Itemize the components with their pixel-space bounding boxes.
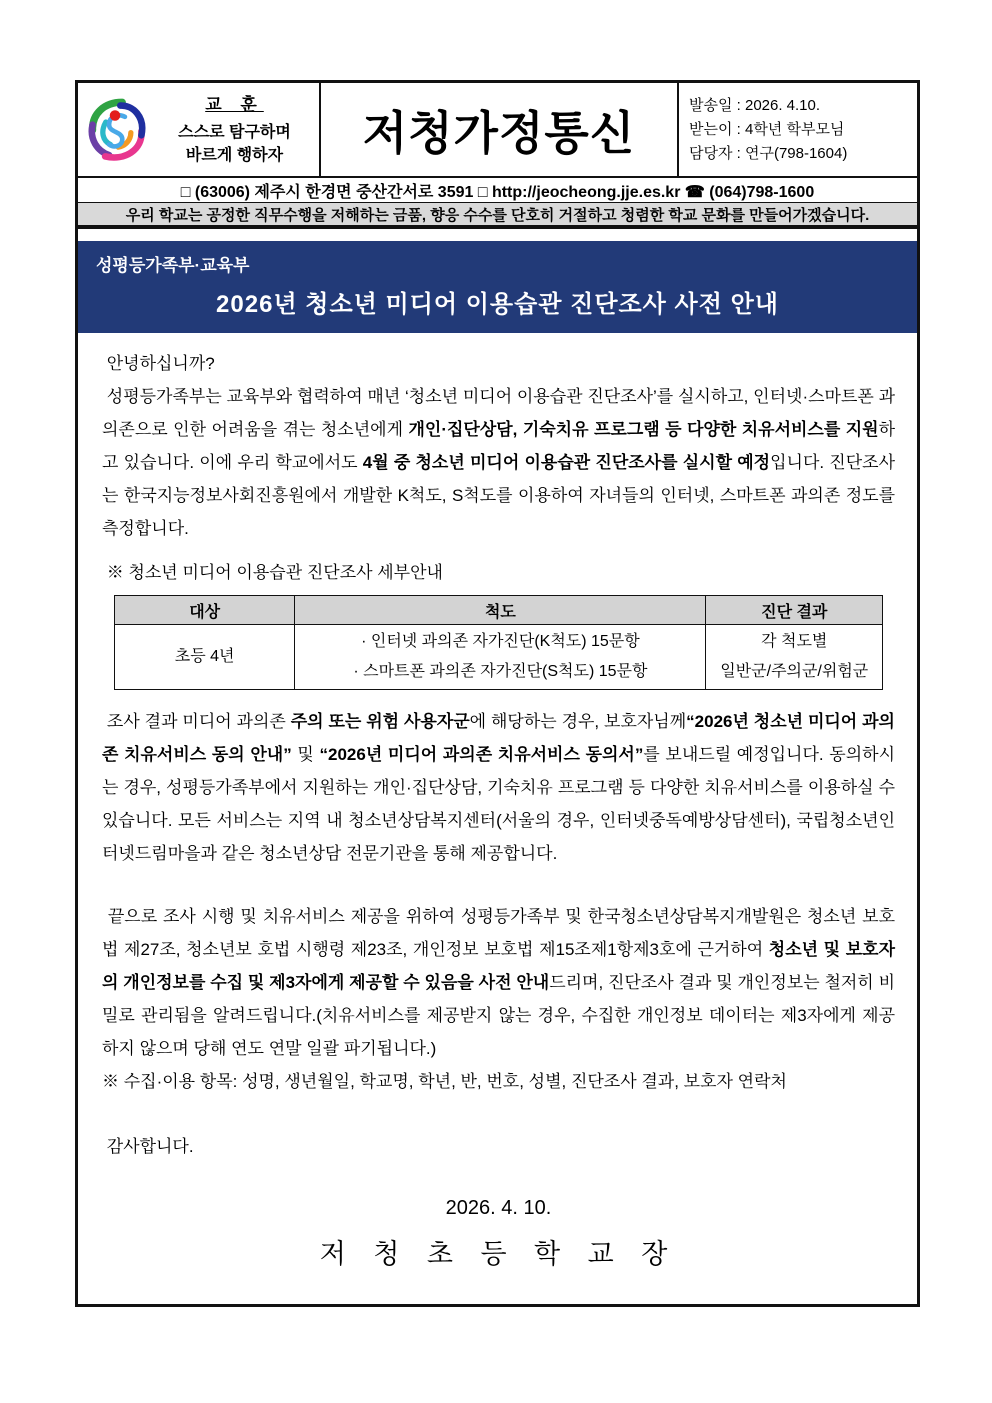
paragraph-2 [102,705,900,870]
text-segment: 하고 있습니다. 이에 우리 학교에서도 [102,420,895,472]
integrity-banner: 우리 학교는 공정한 직무수행을 저해하는 금품, 향응 수수를 단호히 거절하고 청렴한 학교 문화를 만들어가겠습니다. [78,203,917,229]
header [78,83,917,178]
school-address-line: □ (63006) 제주시 한경면 중산간서로 3591 □ http://jeocheong.jje.es.kr ☎ (064)798-1600 [78,178,917,203]
scale-line-1: · 인터넷 과의존 자가진단(K척도) 15문항 [361,633,640,650]
cell-result [706,625,883,690]
result-line-2: 일반군/주의군/위험군 [720,663,869,680]
school-logo-icon [84,94,150,166]
col-header-scale: 척도 [295,596,706,625]
result-line-1: 각 척도별 [761,633,828,650]
text-segment: 개인·집단상담, 기숙치유 프로그램 등 다양한 치유서비스를 지원 [408,420,879,439]
motto-line-1: 스스로 탐구하며 [178,123,291,141]
issue-date: 2026. 4. 10. [445,1197,552,1219]
send-date-line: 발송일 : 2026. 4.10. [689,96,821,114]
text-segment: 청소년 및 보호자의 개인정보를 수집 및 제3자에게 제공할 수 있음을 사전 안내 [102,940,895,992]
cell-scale [295,625,706,690]
greeting-line: 안녕하십니까? [102,354,215,373]
col-header-target: 대상 [114,596,295,625]
cell-target: 초등 4년 [114,625,295,690]
text-segment: 4월 중 청소년 미디어 이용습관 진단조사를 실시할 예정 [362,453,771,472]
motto-title: 교 훈 [205,94,264,114]
text-segment: “2026년 미디어 과의존 치유서비스 동의서” [319,745,644,764]
table-header-row [114,596,882,625]
newsletter-page [75,80,920,1307]
text-segment: 및 [291,745,320,764]
banner-title: 2026년 청소년 미디어 이용습관 진단조사 사전 안내 [216,291,779,318]
header-title-cell [321,83,677,176]
notice-banner [78,241,917,333]
text-segment: “2026년 청소년 미디어 과의존 치유서비스 동의 안내” [102,712,895,764]
paragraph-3 [102,900,895,1065]
principal-signature: 저 청 초 등 학 교 장 [319,1239,678,1269]
header-info-cell [677,83,917,176]
newsletter-title: 저청가정통신 [362,106,636,159]
collection-items-note: ※ 수집·이용 항목: 성명, 생년월일, 학교명, 학년, 반, 번호, 성별, 진단조사 결과, 보호자 연락처 [102,1072,787,1091]
recipient-line: 받는이 : 4학년 학부모님 [689,120,845,138]
text-segment: 조사 결과 미디어 과의존 [102,712,291,731]
table-note: ※ 청소년 미디어 이용습관 진단조사 세부안내 [102,563,443,582]
text-segment: 에 해당하는 경우, 보호자님께 [469,712,687,731]
text-segment: 성평등가족부는 교육부와 협력하여 매년 ‘청소년 미디어 이용습관 진단조사’를 실시하고, 인터넷·스마트폰 과의존으로 인한 어려움을 겪는 청소년에게 [102,387,895,439]
paragraph-1 [102,380,900,545]
text-segment: 주의 또는 위험 사용자군 [290,712,470,731]
text-segment: 를 보내드릴 예정입니다. 동의하시는 경우, 성평등가족부에서 지원하는 개인·집단상담, 기숙치유 프로그램 등 다양한 치유서비스를 이용하실 수 있습니다. 모든 서비스는 지역 내 청소년상담복지센터(서울의 경우, 인터넷중독예방상담센터), 국립청소년인터넷드림마을과 같은 청소년상담 전문기관을 통해 제공합니다. [102,745,900,863]
scale-line-2: · 스마트폰 과의존 자가진단(S척도) 15문항 [353,663,648,680]
contact-line: 담당자 : 연구(798-1604) [689,144,848,162]
table-row [114,625,882,690]
body-content [78,333,917,1271]
text-segment: 입니다. 진단조사는 한국지능정보사회진흥원에서 개발한 K척도, S척도를 이용하여 자녀들의 인터넷, 스마트폰 과의존 정도를 측정합니다. [102,453,900,538]
banner-department: 성평등가족부·교육부 [96,256,250,275]
text-segment: 끝으로 조사 시행 및 치유서비스 제공을 위하여 성평등가족부 및 한국청소년상담복지개발원은 청소년 보호법 제27조, 청소년보 호법 시행령 제23조, 개인정보 보호법 제15조제1항제3호에 근거하여 [102,907,895,959]
thanks-line: 감사합니다. [102,1137,194,1156]
school-motto [156,93,313,167]
text-segment: 드리며, 진단조사 결과 및 개인정보는 철저히 비밀로 관리됨을 알려드립니다.(치유서비스를 제공받지 않는 경우, 수집한 개인정보 데이터는 제3자에게 제공하지 않으며 당해 연도 연말 일괄 파기됩니다.) [102,973,895,1058]
header-logo-cell [78,83,321,176]
survey-detail-table [114,595,883,690]
col-header-result: 진단 결과 [706,596,883,625]
motto-line-2: 바르게 행하자 [185,146,284,164]
